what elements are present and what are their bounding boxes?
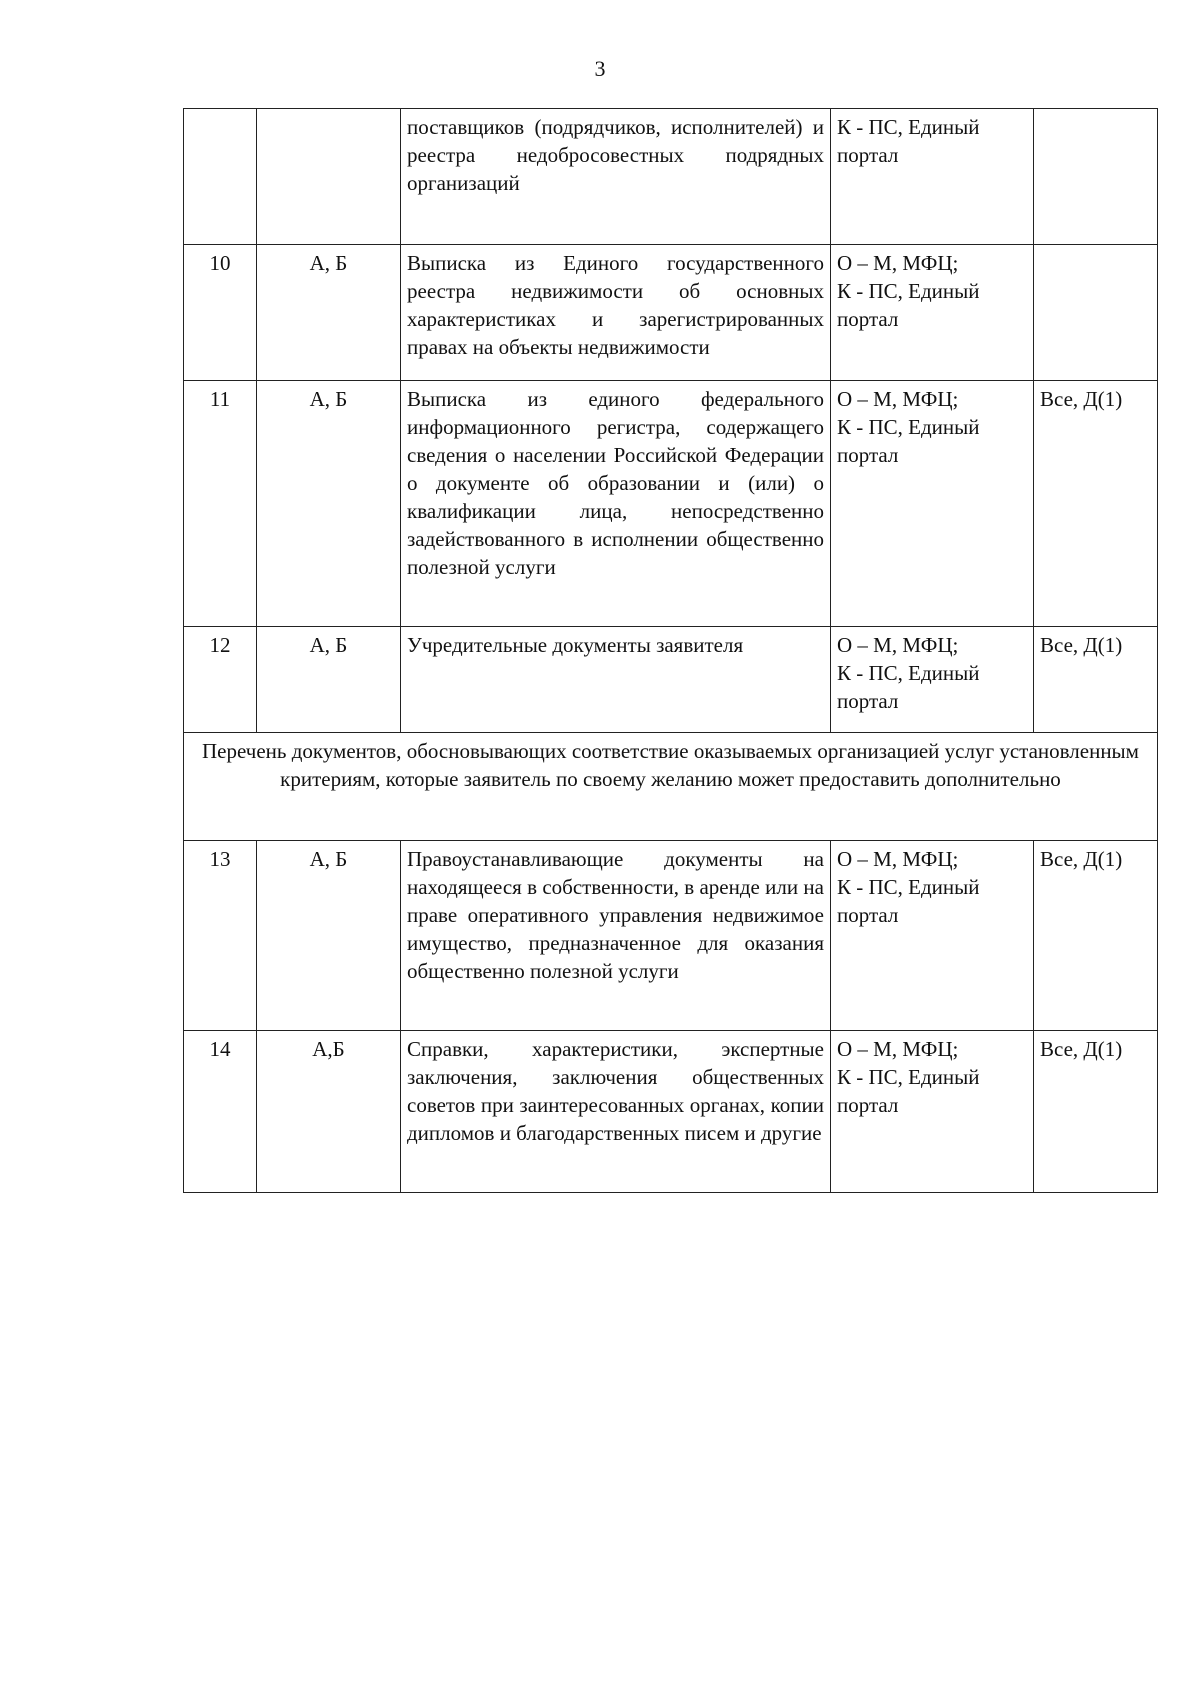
row-source: [831, 841, 1034, 1031]
source-line: портал: [837, 903, 899, 927]
table-row: [184, 245, 1158, 381]
section-row: [184, 733, 1158, 841]
row-number: 11: [184, 381, 257, 627]
source-line: К - ПС, Единый: [837, 875, 980, 899]
table-row: [184, 381, 1158, 627]
table-row: [184, 841, 1158, 1031]
row-note: Все, Д(1): [1034, 381, 1158, 627]
row-category: А, Б: [257, 841, 401, 1031]
row-category: А, Б: [257, 627, 401, 733]
row-note: [1034, 245, 1158, 381]
row-note: Все, Д(1): [1034, 1031, 1158, 1193]
source-line: О – М, МФЦ;: [837, 251, 959, 275]
row-note: Все, Д(1): [1034, 841, 1158, 1031]
source-line: О – М, МФЦ;: [837, 387, 959, 411]
row-note: [1034, 109, 1158, 245]
row-source: [831, 381, 1034, 627]
row-description: Учредительные документы заявителя: [401, 627, 831, 733]
row-number: 14: [184, 1031, 257, 1193]
row-category: А, Б: [257, 245, 401, 381]
source-line: портал: [837, 143, 899, 167]
row-category: А, Б: [257, 381, 401, 627]
source-line: О – М, МФЦ;: [837, 1037, 959, 1061]
row-number: 12: [184, 627, 257, 733]
row-source: [831, 627, 1034, 733]
source-line: О – М, МФЦ;: [837, 633, 959, 657]
page-number: 3: [594, 56, 606, 81]
row-note: Все, Д(1): [1034, 627, 1158, 733]
row-description: Правоустанавливающие документы на находящееся в собственности, в аренде или на праве оперативного управления недвижимое имущество, предназначенное для оказания общественно полезной услуги: [401, 841, 831, 1031]
row-source: [831, 245, 1034, 381]
row-description: Выписка из единого федерального информационного регистра, содержащего сведения о населении Российской Федерации о документе об образовании и (или) о квалификации лица, непосредственно задействованного в исполнении общественно полезной услуги: [401, 381, 831, 627]
source-line: О – М, МФЦ;: [837, 847, 959, 871]
source-line: портал: [837, 307, 899, 331]
row-category: А,Б: [257, 1031, 401, 1193]
row-description: поставщиков (подрядчиков, исполнителей) и реестра недобросовестных подрядных организаций: [401, 109, 831, 245]
source-line: К - ПС, Единый: [837, 415, 980, 439]
row-description: Выписка из Единого государственного реестра недвижимости об основных характеристиках и зарегистрированных правах на объекты недвижимости: [401, 245, 831, 381]
table-row: [184, 627, 1158, 733]
source-line: К - ПС, Единый: [837, 1065, 980, 1089]
row-number: 10: [184, 245, 257, 381]
source-line: К - ПС, Единый: [837, 115, 980, 139]
row-category: [257, 109, 401, 245]
row-number: [184, 109, 257, 245]
row-source: [831, 1031, 1034, 1193]
source-line: портал: [837, 689, 899, 713]
row-source: [831, 109, 1034, 245]
source-line: К - ПС, Единый: [837, 279, 980, 303]
table-row: [184, 109, 1158, 245]
section-header: Перечень документов, обосновывающих соответствие оказываемых организацией услуг установленным критериям, которые заявитель по своему желанию может предоставить дополнительно: [184, 733, 1158, 841]
documents-table: [183, 108, 1158, 1193]
table-row: [184, 1031, 1158, 1193]
row-number: 13: [184, 841, 257, 1031]
source-line: К - ПС, Единый: [837, 661, 980, 685]
row-description: Справки, характеристики, экспертные заключения, заключения общественных советов при заинтересованных органах, копии дипломов и благодарственных писем и другие: [401, 1031, 831, 1193]
source-line: портал: [837, 443, 899, 467]
source-line: портал: [837, 1093, 899, 1117]
